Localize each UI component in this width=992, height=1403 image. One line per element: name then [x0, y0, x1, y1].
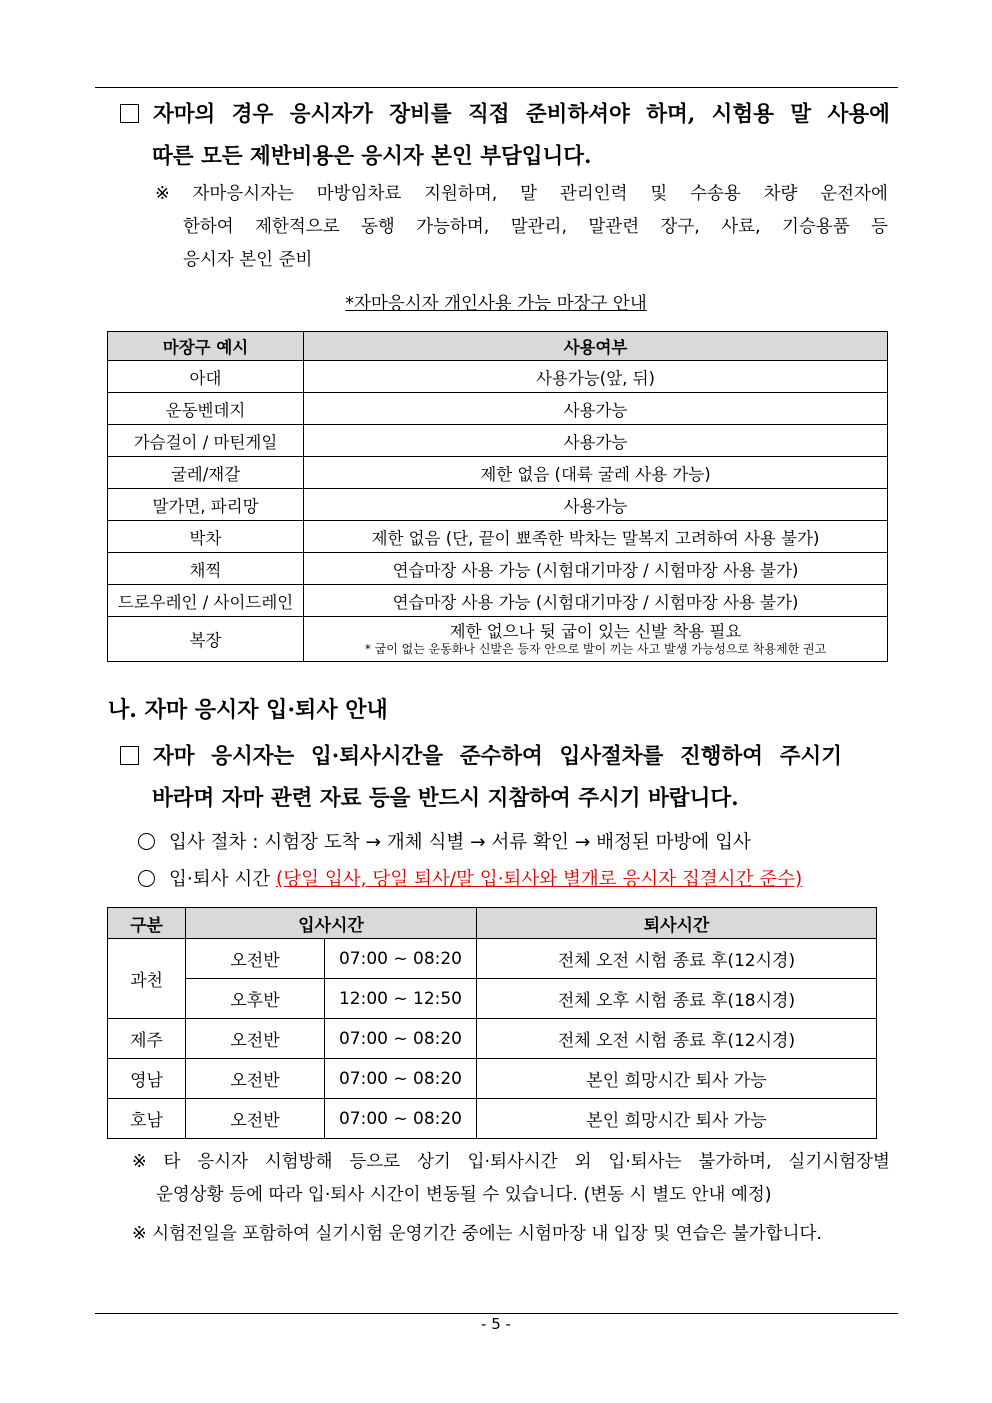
section2-para-line1: 자마 응시자는 입·퇴사시간을 준수하여 입사절차를 진행하여 주시기 — [120, 736, 842, 778]
assembly-time-warning: (당일 입사, 당일 퇴사/말 입·퇴사와 별개로 응시자 집결시간 준수) — [276, 869, 803, 890]
tack-item: 말가면, 파리망 — [108, 489, 304, 521]
table-row — [108, 361, 888, 393]
entry-time-cell: 07:00 ~ 08:20 — [325, 1019, 477, 1059]
table-header-row — [108, 908, 877, 939]
checkbox-square-icon — [120, 746, 139, 765]
session-cell: 오전반 — [186, 1099, 325, 1139]
table-row — [108, 393, 888, 425]
bullet-entry-time: 입·퇴사 시간 (당일 입사, 당일 퇴사/말 입·퇴사와 별개로 응시자 집결시간 준수) — [138, 861, 802, 898]
bullet-entry-procedure: 입사 절차 : 시험장 도착 → 개체 식별 → 서류 확인 → 배정된 마방에 입사 — [138, 824, 802, 861]
session-cell: 오후반 — [186, 979, 325, 1019]
section1-para-line1: 자마의 경우 응시자가 장비를 직접 준비하셔야 하며, 시험용 말 사용에 — [120, 94, 890, 136]
tack-usage — [304, 617, 888, 662]
checkbox-square-icon — [120, 104, 139, 123]
table-row — [108, 939, 877, 979]
tack-usage: 사용가능 — [304, 393, 888, 425]
tack-item: 박차 — [108, 521, 304, 553]
session-cell: 오전반 — [186, 1019, 325, 1059]
table-row — [108, 457, 888, 489]
exit-time-cell: 본인 희망시간 퇴사 가능 — [477, 1059, 877, 1099]
tack-item: 가슴걸이 / 마틴게일 — [108, 425, 304, 457]
header-rule — [95, 87, 898, 88]
section2-para-line2: 바라며 자마 관련 자료 등을 반드시 지참하여 주시기 바랍니다. — [152, 786, 739, 811]
exit-time-cell: 본인 희망시간 퇴사 가능 — [477, 1099, 877, 1139]
section1-para-line2: 따른 모든 제반비용은 응시자 본인 부담입니다. — [152, 144, 592, 169]
tack-item: 채찍 — [108, 553, 304, 585]
attire-sub-text: * 굽이 없는 운동화나 신발은 등자 안으로 발이 끼는 사고 발생 가능성으로 착용제한 권고 — [364, 642, 827, 656]
venue-cell: 호남 — [108, 1099, 186, 1139]
header-tack-example: 마장구 예시 — [108, 332, 304, 361]
table-row — [108, 1099, 877, 1139]
table-row — [108, 1059, 877, 1099]
table-row — [108, 521, 888, 553]
entry-time-cell: 07:00 ~ 08:20 — [325, 1059, 477, 1099]
table-row — [108, 553, 888, 585]
section2-paragraph — [120, 736, 842, 820]
table-row — [108, 979, 877, 1019]
section1-note-line1: ※ 자마응시자는 마방임차료 지원하며, 말 관리인력 및 수송용 차량 운전자에 — [155, 184, 888, 204]
table-row — [108, 1019, 877, 1059]
header-exit-time: 퇴사시간 — [477, 908, 877, 939]
table-row — [108, 489, 888, 521]
tack-usage: 제한 없음 (대륙 굴레 사용 가능) — [304, 457, 888, 489]
table-row — [108, 425, 888, 457]
section1-note-line2: 한하여 제한적으로 동행 가능하며, 말관리, 말관련 장구, 사료, 기승용품 등 — [183, 217, 888, 237]
header-usage: 사용여부 — [304, 332, 888, 361]
circle-bullet-icon — [138, 833, 155, 850]
tack-usage: 사용가능(앞, 뒤) — [304, 361, 888, 393]
header-entry-time: 입사시간 — [186, 908, 477, 939]
table-row — [108, 617, 888, 662]
section2-bullets — [138, 824, 802, 898]
tack-usage: 사용가능 — [304, 489, 888, 521]
exit-time-cell: 전체 오전 시험 종료 후(12시경) — [477, 1019, 877, 1059]
table1-caption: *자마응시자 개인사용 가능 마장구 안내 — [345, 294, 647, 314]
tack-item: 복장 — [108, 617, 304, 662]
entry-time-cell: 12:00 ~ 12:50 — [325, 979, 477, 1019]
session-cell: 오전반 — [186, 1059, 325, 1099]
venue-cell: 제주 — [108, 1019, 186, 1059]
section1-note-line3: 응시자 본인 준비 — [183, 250, 313, 270]
entry-exit-time-table — [107, 907, 877, 1139]
tack-item: 운동벤데지 — [108, 393, 304, 425]
tack-usage: 제한 없음 (단, 끝이 뾰족한 박차는 말복지 고려하여 사용 불가) — [304, 521, 888, 553]
exit-time-cell: 전체 오전 시험 종료 후(12시경) — [477, 939, 877, 979]
page-number: - 5 - — [481, 1315, 511, 1333]
venue-cell: 영남 — [108, 1059, 186, 1099]
circle-bullet-icon — [138, 870, 155, 887]
note2: ※ 시험전일을 포함하여 실기시험 운영기간 중에는 시험마장 내 입장 및 연습은 불가합니다. — [132, 1224, 822, 1244]
tack-item: 굴레/재갈 — [108, 457, 304, 489]
attire-main-text: 제한 없으나 뒷 굽이 있는 신발 착용 필요 — [449, 622, 742, 641]
entry-time-cell: 07:00 ~ 08:20 — [325, 939, 477, 979]
note1-line1: ※ 타 응시자 시험방해 등으로 상기 입·퇴사시간 외 입·퇴사는 불가하며, 실기시험장별 — [132, 1152, 890, 1172]
section1-paragraph — [120, 94, 890, 178]
section2-heading: 나. 자마 응시자 입·퇴사 안내 — [108, 697, 388, 723]
entry-time-cell: 07:00 ~ 08:20 — [325, 1099, 477, 1139]
tack-usage-table — [107, 331, 888, 662]
note1-line2: 운영상황 등에 따라 입·퇴사 시간이 변동될 수 있습니다. (변동 시 별도 안내 예정) — [156, 1185, 772, 1205]
venue-cell: 과천 — [108, 939, 186, 1019]
table-header-row — [108, 332, 888, 361]
tack-item: 아대 — [108, 361, 304, 393]
exit-time-cell: 전체 오후 시험 종료 후(18시경) — [477, 979, 877, 1019]
bottom-notes — [132, 1146, 890, 1251]
tack-usage: 연습마장 사용 가능 (시험대기마장 / 시험마장 사용 불가) — [304, 585, 888, 617]
tack-usage: 사용가능 — [304, 425, 888, 457]
session-cell: 오전반 — [186, 939, 325, 979]
tack-usage: 연습마장 사용 가능 (시험대기마장 / 시험마장 사용 불가) — [304, 553, 888, 585]
tack-item: 드로우레인 / 사이드레인 — [108, 585, 304, 617]
header-category: 구분 — [108, 908, 186, 939]
section1-note — [155, 178, 888, 277]
table-row — [108, 585, 888, 617]
